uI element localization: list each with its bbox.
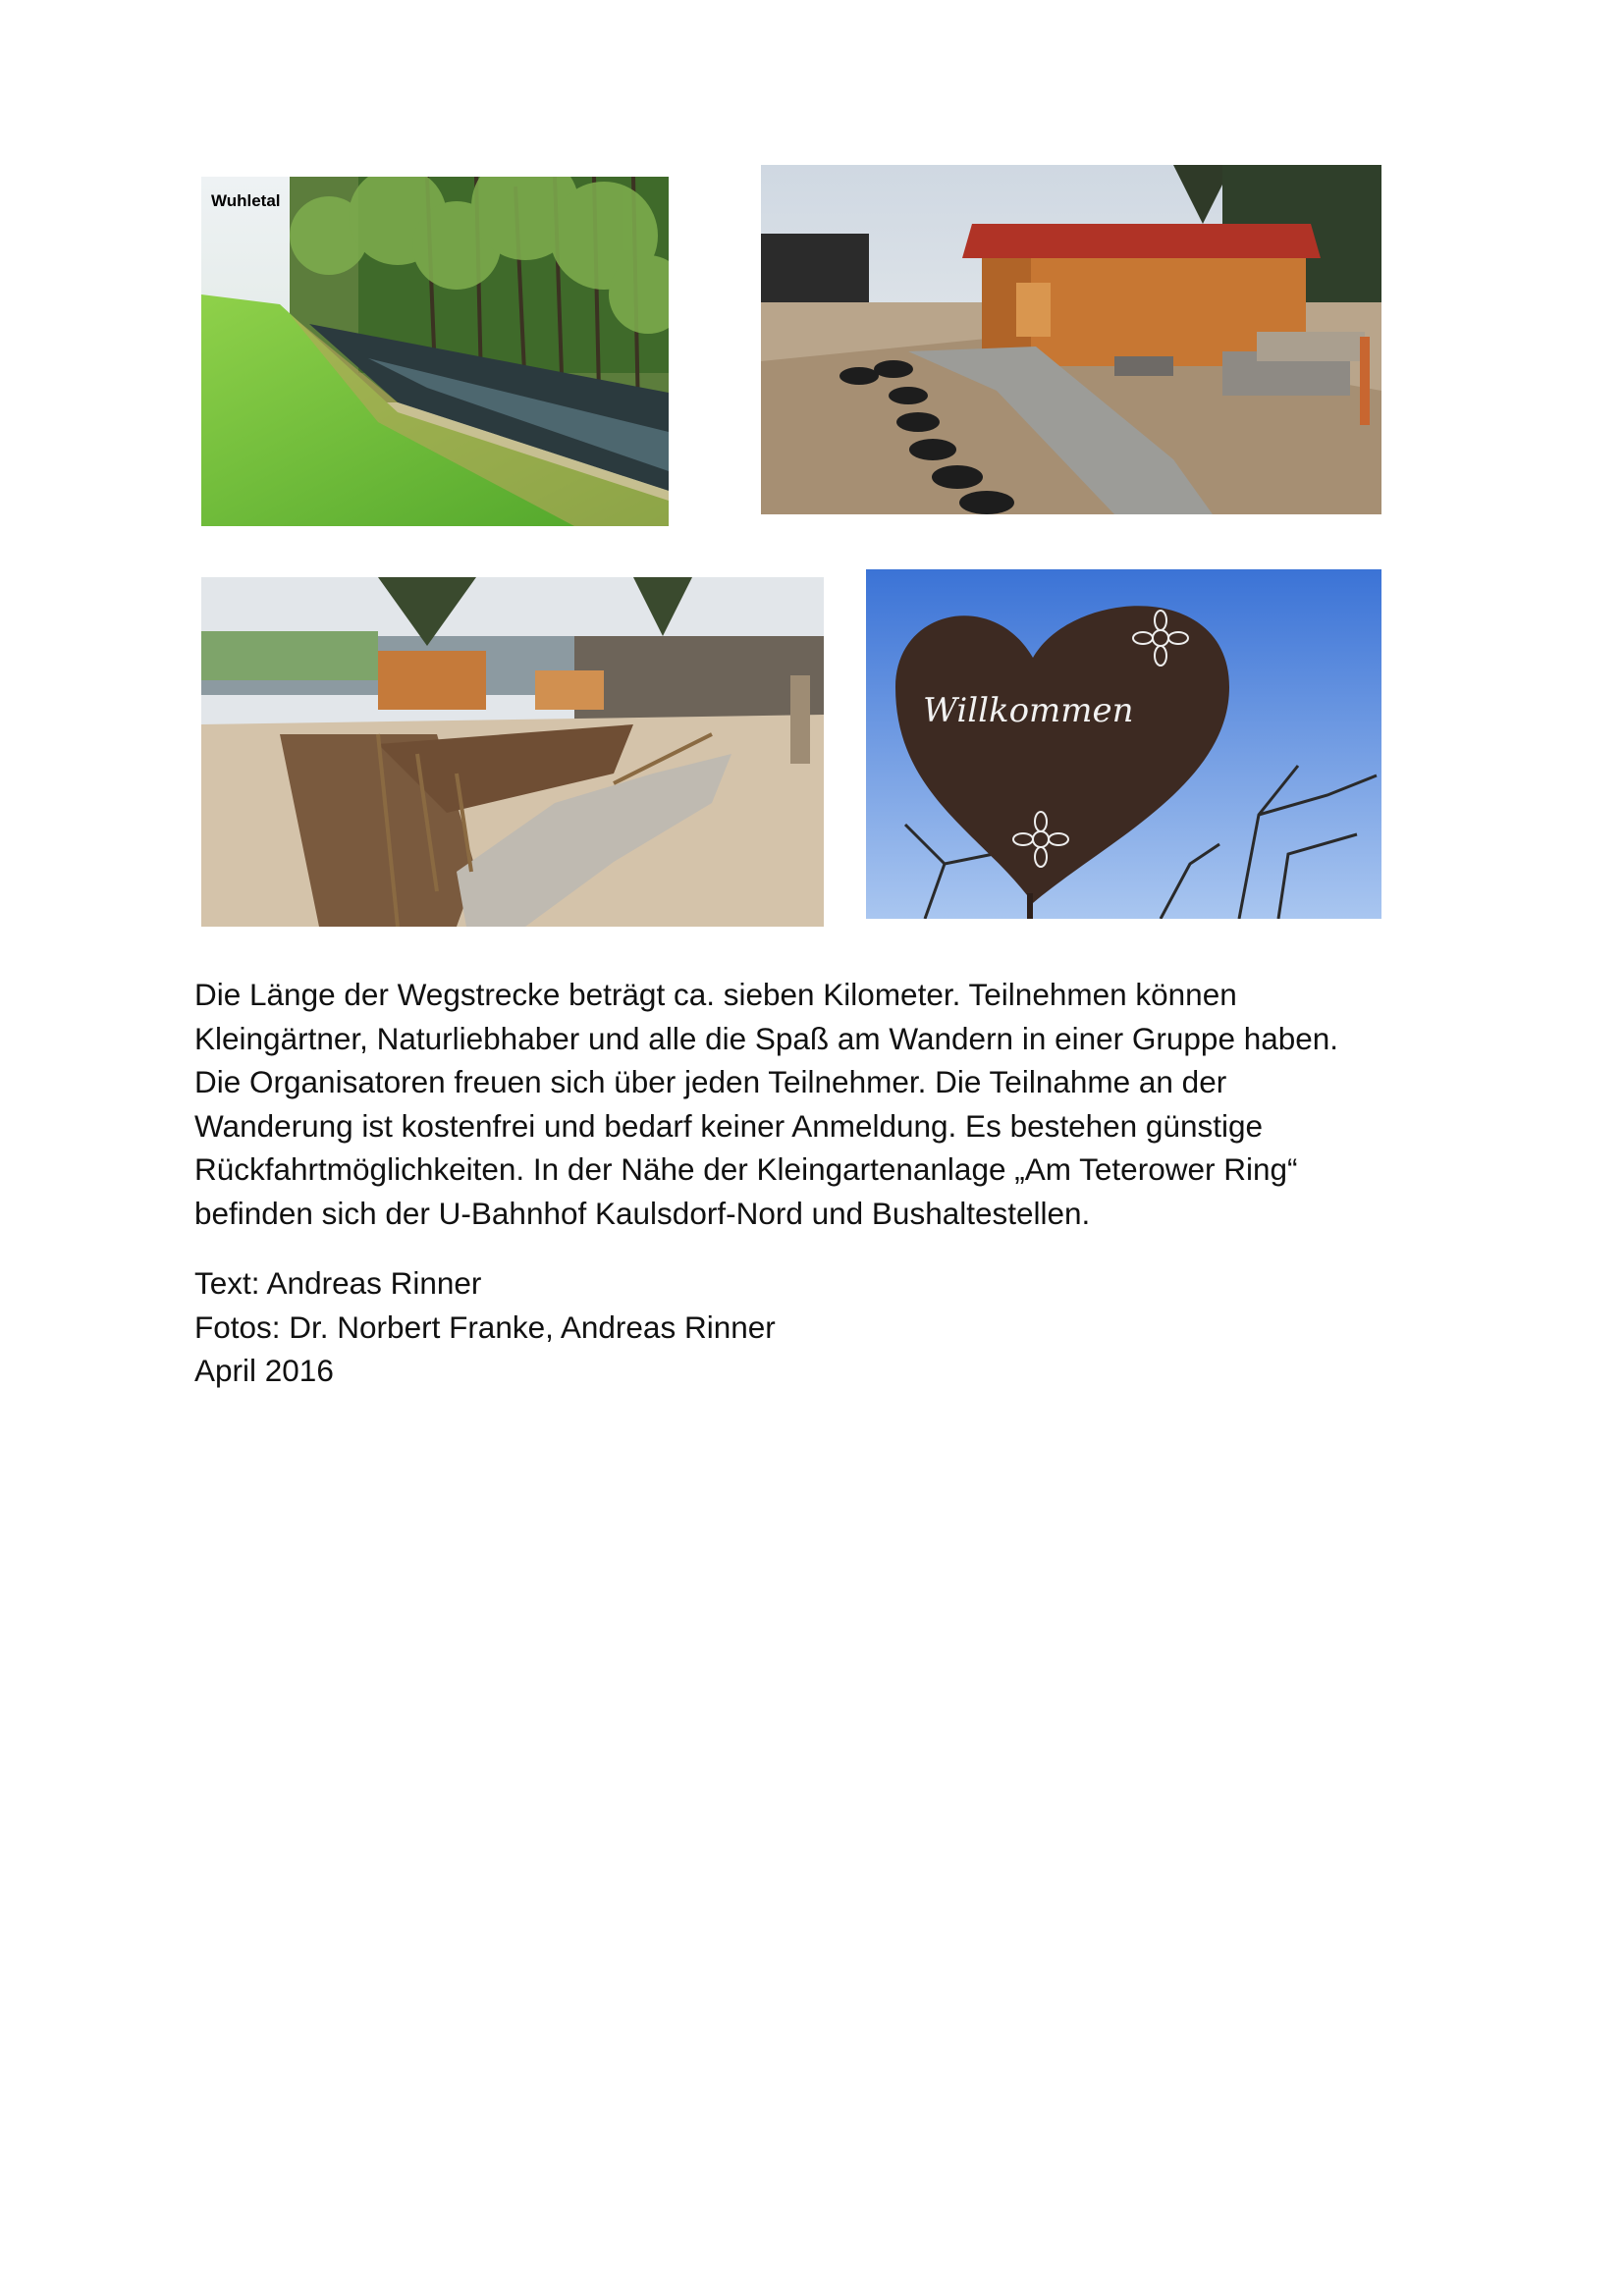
text-credit: Text: Andreas Rinner [194,1265,482,1301]
wuhletal-landscape-image [201,177,669,526]
wuhletal-caption: Wuhletal [211,191,281,210]
paragraph-line: befinden sich der U-Bahnhof Kaulsdorf-Nord und Bushaltestellen. [194,1195,1091,1231]
photo-garden-hut [761,165,1381,514]
garden-hut-image [761,165,1381,514]
welcome-heart-image [866,569,1381,919]
photo-wuhletal [201,177,669,526]
photo-garden-path [201,577,824,927]
photo-credit: Fotos: Dr. Norbert Franke, Andreas Rinner [194,1308,776,1345]
paragraph-line: Wanderung ist kostenfrei und bedarf keiner Anmeldung. Es bestehen günstige [194,1107,1264,1144]
date-line: April 2016 [194,1353,334,1388]
paragraph-line: Kleingärtner, Naturliebhaber und alle die Spaß am Wandern in einer Gruppe haben. [194,1020,1339,1056]
paragraph-line: Die Organisatoren freuen sich über jeden Teilnehmer. Die Teilnahme an der [194,1064,1227,1099]
paragraph-line: Die Länge der Wegstrecke beträgt ca. sieben Kilometer. Teilnehmen können [194,977,1237,1012]
main-paragraph [194,973,1432,1235]
garden-path-image [201,577,824,927]
heart-sign-text: Willkommen [923,691,1134,730]
paragraph-line: Rückfahrtmöglichkeiten. In der Nähe der Kleingartenanlage „Am Teterower Ring“ [194,1151,1298,1187]
credits-block [194,1261,776,1393]
photo-welcome-heart [866,569,1381,919]
